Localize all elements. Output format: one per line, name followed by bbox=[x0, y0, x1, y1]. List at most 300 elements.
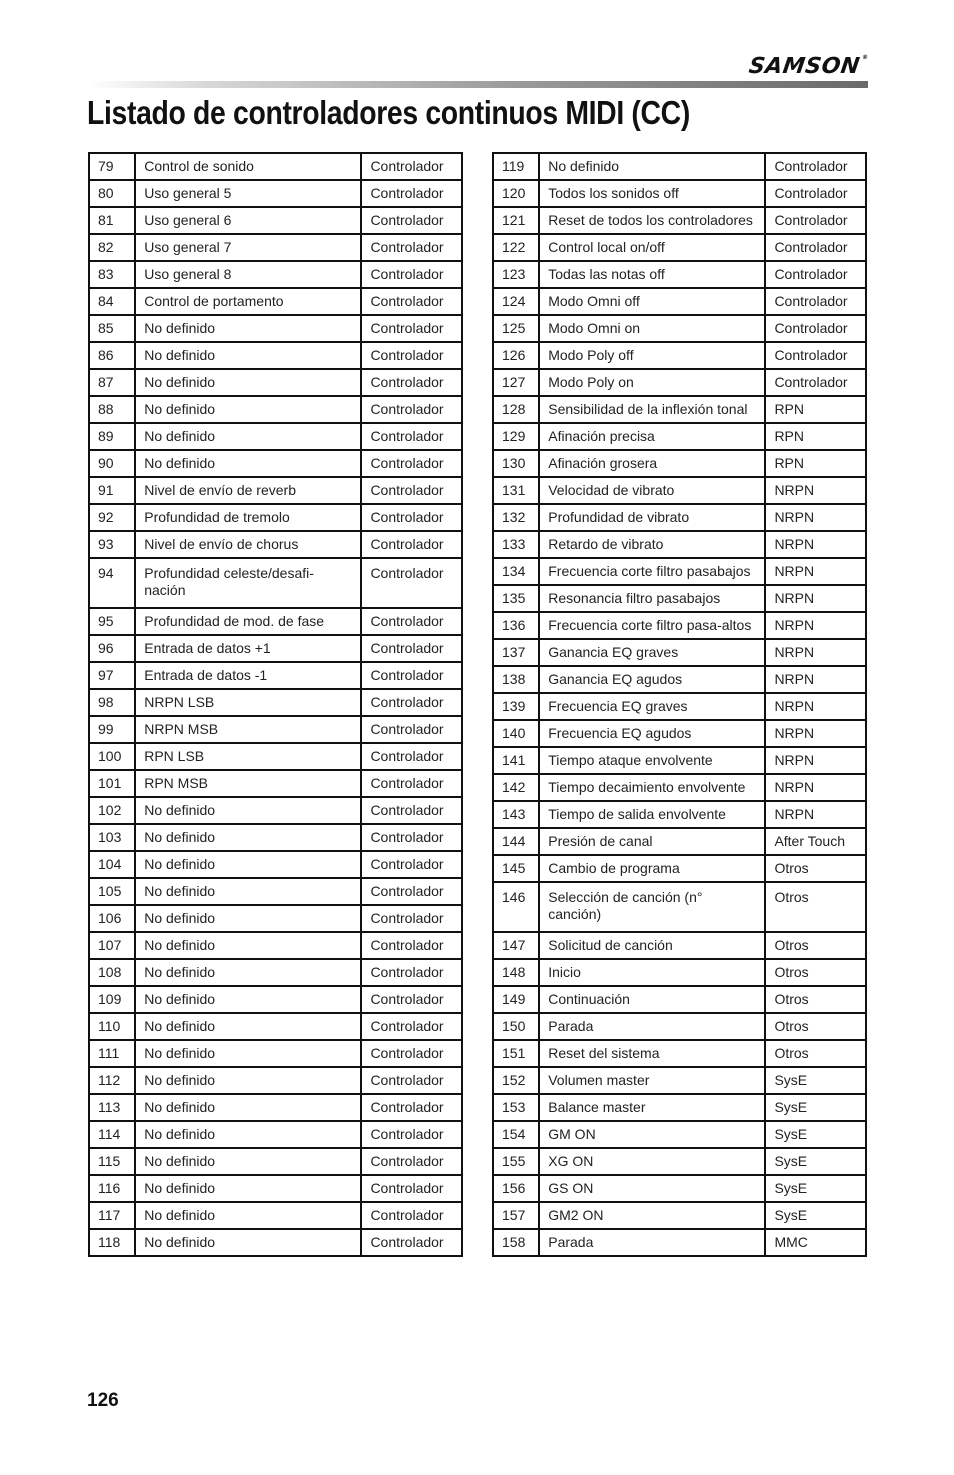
cc-description-cell: Parada bbox=[539, 1229, 765, 1256]
table-row bbox=[89, 608, 462, 635]
cc-number-cell: 113 bbox=[89, 1094, 135, 1121]
table-row bbox=[89, 878, 462, 905]
table-row bbox=[493, 1067, 866, 1094]
cc-type-cell: NRPN bbox=[765, 639, 866, 666]
cc-type-cell: Controlador bbox=[361, 986, 462, 1013]
table-row bbox=[493, 882, 866, 932]
cc-type-cell: SysE bbox=[765, 1067, 866, 1094]
cc-description-cell: No definido bbox=[539, 153, 765, 180]
cc-number-cell: 90 bbox=[89, 450, 135, 477]
cc-description-cell: Ganancia EQ graves bbox=[539, 639, 765, 666]
cc-type-cell: Controlador bbox=[361, 1202, 462, 1229]
cc-number-cell: 148 bbox=[493, 959, 539, 986]
cc-description-cell: No definido bbox=[135, 1067, 361, 1094]
cc-table-right bbox=[492, 152, 867, 1257]
cc-description-cell: Reset de todos los controladores bbox=[539, 207, 765, 234]
cc-description-cell: No definido bbox=[135, 369, 361, 396]
cc-number-cell: 110 bbox=[89, 1013, 135, 1040]
cc-description-cell: Frecuencia corte filtro pasa-altos bbox=[539, 612, 765, 639]
cc-type-cell: Controlador bbox=[361, 1040, 462, 1067]
cc-description-cell: No definido bbox=[135, 797, 361, 824]
cc-description-cell: Control local on/off bbox=[539, 234, 765, 261]
cc-type-cell: Controlador bbox=[765, 180, 866, 207]
cc-number-cell: 133 bbox=[493, 531, 539, 558]
table-row bbox=[493, 450, 866, 477]
table-row bbox=[89, 315, 462, 342]
cc-description-cell: Presión de canal bbox=[539, 828, 765, 855]
cc-description-cell: Modo Poly on bbox=[539, 369, 765, 396]
table-row bbox=[493, 180, 866, 207]
cc-type-cell: Controlador bbox=[361, 369, 462, 396]
cc-table-left bbox=[88, 152, 463, 1257]
cc-type-cell: Controlador bbox=[361, 180, 462, 207]
cc-type-cell: Controlador bbox=[361, 342, 462, 369]
cc-description-cell: GM ON bbox=[539, 1121, 765, 1148]
cc-description-cell: GS ON bbox=[539, 1175, 765, 1202]
cc-number-cell: 108 bbox=[89, 959, 135, 986]
table-row bbox=[89, 1040, 462, 1067]
cc-type-cell: Controlador bbox=[765, 207, 866, 234]
cc-number-cell: 84 bbox=[89, 288, 135, 315]
cc-description-cell: No definido bbox=[135, 1202, 361, 1229]
cc-description-cell: No definido bbox=[135, 1013, 361, 1040]
cc-description-cell: Parada bbox=[539, 1013, 765, 1040]
cc-type-cell: Controlador bbox=[361, 1148, 462, 1175]
cc-description-cell: No definido bbox=[135, 315, 361, 342]
cc-description-cell: GM2 ON bbox=[539, 1202, 765, 1229]
cc-description-cell: No definido bbox=[135, 1040, 361, 1067]
cc-number-cell: 96 bbox=[89, 635, 135, 662]
table-row bbox=[493, 396, 866, 423]
cc-description-cell: Continuación bbox=[539, 986, 765, 1013]
cc-type-cell: NRPN bbox=[765, 747, 866, 774]
cc-type-cell: SysE bbox=[765, 1175, 866, 1202]
table-row bbox=[493, 585, 866, 612]
table-row bbox=[493, 828, 866, 855]
cc-type-cell: SysE bbox=[765, 1094, 866, 1121]
page-number: 126 bbox=[87, 1390, 119, 1411]
cc-type-cell: Controlador bbox=[361, 1094, 462, 1121]
cc-description-cell: No definido bbox=[135, 1094, 361, 1121]
cc-type-cell: Controlador bbox=[361, 797, 462, 824]
cc-description-cell: No definido bbox=[135, 986, 361, 1013]
cc-number-cell: 129 bbox=[493, 423, 539, 450]
cc-number-cell: 79 bbox=[89, 153, 135, 180]
table-row bbox=[493, 261, 866, 288]
cc-type-cell: NRPN bbox=[765, 585, 866, 612]
table-row bbox=[89, 477, 462, 504]
cc-type-cell: Controlador bbox=[361, 635, 462, 662]
table-row bbox=[89, 662, 462, 689]
cc-type-cell: Controlador bbox=[361, 504, 462, 531]
cc-number-cell: 151 bbox=[493, 1040, 539, 1067]
cc-type-cell: Controlador bbox=[361, 743, 462, 770]
cc-number-cell: 81 bbox=[89, 207, 135, 234]
cc-number-cell: 114 bbox=[89, 1121, 135, 1148]
table-row bbox=[89, 396, 462, 423]
cc-type-cell: Controlador bbox=[361, 1229, 462, 1256]
table-row bbox=[89, 1175, 462, 1202]
cc-type-cell: NRPN bbox=[765, 720, 866, 747]
table-row bbox=[89, 824, 462, 851]
cc-number-cell: 103 bbox=[89, 824, 135, 851]
cc-type-cell: NRPN bbox=[765, 531, 866, 558]
cc-number-cell: 95 bbox=[89, 608, 135, 635]
cc-number-cell: 142 bbox=[493, 774, 539, 801]
table-row bbox=[493, 855, 866, 882]
cc-table-left-body bbox=[89, 153, 462, 1256]
cc-type-cell: NRPN bbox=[765, 477, 866, 504]
cc-description-cell: Entrada de datos -1 bbox=[135, 662, 361, 689]
cc-number-cell: 127 bbox=[493, 369, 539, 396]
cc-type-cell: Controlador bbox=[765, 342, 866, 369]
cc-type-cell: Controlador bbox=[361, 450, 462, 477]
table-row bbox=[493, 288, 866, 315]
cc-description-cell: Control de portamento bbox=[135, 288, 361, 315]
cc-type-cell: Otros bbox=[765, 932, 866, 959]
cc-description-cell: Tiempo decaimiento envolvente bbox=[539, 774, 765, 801]
table-row bbox=[493, 986, 866, 1013]
cc-number-cell: 158 bbox=[493, 1229, 539, 1256]
cc-number-cell: 99 bbox=[89, 716, 135, 743]
cc-type-cell: Controlador bbox=[361, 824, 462, 851]
cc-number-cell: 134 bbox=[493, 558, 539, 585]
cc-number-cell: 111 bbox=[89, 1040, 135, 1067]
cc-description-cell: No definido bbox=[135, 342, 361, 369]
cc-description-cell: Uso general 8 bbox=[135, 261, 361, 288]
table-row bbox=[89, 558, 462, 608]
table-row bbox=[493, 153, 866, 180]
cc-number-cell: 83 bbox=[89, 261, 135, 288]
table-row bbox=[89, 1202, 462, 1229]
cc-description-cell: NRPN LSB bbox=[135, 689, 361, 716]
table-row bbox=[89, 423, 462, 450]
cc-type-cell: Controlador bbox=[765, 288, 866, 315]
cc-number-cell: 112 bbox=[89, 1067, 135, 1094]
cc-type-cell: Controlador bbox=[361, 932, 462, 959]
cc-type-cell: Otros bbox=[765, 855, 866, 882]
cc-number-cell: 154 bbox=[493, 1121, 539, 1148]
cc-type-cell: RPN bbox=[765, 423, 866, 450]
cc-number-cell: 126 bbox=[493, 342, 539, 369]
page-title: Listado de controladores continuos MIDI (CC) bbox=[87, 94, 690, 131]
cc-number-cell: 152 bbox=[493, 1067, 539, 1094]
cc-table-right-body bbox=[493, 153, 866, 1256]
table-row bbox=[493, 639, 866, 666]
cc-description-cell: Entrada de datos +1 bbox=[135, 635, 361, 662]
table-row bbox=[493, 1229, 866, 1256]
cc-number-cell: 106 bbox=[89, 905, 135, 932]
cc-number-cell: 125 bbox=[493, 315, 539, 342]
cc-number-cell: 101 bbox=[89, 770, 135, 797]
cc-description-cell: Frecuencia corte filtro pasabajos bbox=[539, 558, 765, 585]
cc-description-cell: Selección de canción (n° canción) bbox=[539, 882, 765, 932]
cc-number-cell: 86 bbox=[89, 342, 135, 369]
cc-number-cell: 124 bbox=[493, 288, 539, 315]
cc-type-cell: Controlador bbox=[361, 689, 462, 716]
table-row bbox=[493, 1175, 866, 1202]
table-row bbox=[89, 932, 462, 959]
cc-type-cell: NRPN bbox=[765, 666, 866, 693]
table-row bbox=[89, 1067, 462, 1094]
cc-description-cell: Cambio de programa bbox=[539, 855, 765, 882]
cc-description-cell: Tiempo ataque envolvente bbox=[539, 747, 765, 774]
cc-number-cell: 131 bbox=[493, 477, 539, 504]
cc-description-cell: Afinación grosera bbox=[539, 450, 765, 477]
cc-type-cell: Controlador bbox=[361, 153, 462, 180]
logo-text: SAMSON bbox=[747, 54, 862, 79]
cc-description-cell: RPN MSB bbox=[135, 770, 361, 797]
cc-type-cell: RPN bbox=[765, 396, 866, 423]
cc-number-cell: 135 bbox=[493, 585, 539, 612]
cc-type-cell: Controlador bbox=[765, 261, 866, 288]
cc-number-cell: 153 bbox=[493, 1094, 539, 1121]
cc-type-cell: Otros bbox=[765, 1040, 866, 1067]
cc-description-cell: Profundidad de tremolo bbox=[135, 504, 361, 531]
cc-description-cell: Inicio bbox=[539, 959, 765, 986]
table-row bbox=[493, 1013, 866, 1040]
cc-type-cell: SysE bbox=[765, 1202, 866, 1229]
cc-description-cell: Uso general 5 bbox=[135, 180, 361, 207]
cc-description-cell: Ganancia EQ agudos bbox=[539, 666, 765, 693]
cc-description-cell: No definido bbox=[135, 1121, 361, 1148]
cc-number-cell: 150 bbox=[493, 1013, 539, 1040]
cc-description-cell: Todos los sonidos off bbox=[539, 180, 765, 207]
cc-description-cell: Profundidad de vibrato bbox=[539, 504, 765, 531]
cc-type-cell: Controlador bbox=[361, 716, 462, 743]
cc-description-cell: Todas las notas off bbox=[539, 261, 765, 288]
cc-description-cell: Uso general 7 bbox=[135, 234, 361, 261]
cc-description-cell: Modo Omni off bbox=[539, 288, 765, 315]
table-row bbox=[493, 477, 866, 504]
cc-number-cell: 128 bbox=[493, 396, 539, 423]
table-row bbox=[89, 234, 462, 261]
cc-type-cell: Controlador bbox=[361, 1013, 462, 1040]
table-row bbox=[89, 689, 462, 716]
samson-logo bbox=[747, 54, 869, 79]
cc-type-cell: NRPN bbox=[765, 558, 866, 585]
cc-description-cell: Volumen master bbox=[539, 1067, 765, 1094]
table-row bbox=[493, 666, 866, 693]
table-row bbox=[89, 1229, 462, 1256]
table-row bbox=[89, 450, 462, 477]
cc-type-cell: After Touch bbox=[765, 828, 866, 855]
table-row bbox=[89, 635, 462, 662]
cc-description-cell: Profundidad celeste/desafi- nación bbox=[135, 558, 361, 608]
table-row bbox=[493, 801, 866, 828]
table-row bbox=[89, 743, 462, 770]
cc-number-cell: 132 bbox=[493, 504, 539, 531]
header-rule bbox=[88, 81, 868, 88]
table-row bbox=[493, 932, 866, 959]
cc-description-cell: Retardo de vibrato bbox=[539, 531, 765, 558]
cc-description-cell: Frecuencia EQ agudos bbox=[539, 720, 765, 747]
cc-type-cell: Otros bbox=[765, 1013, 866, 1040]
cc-description-cell: Nivel de envío de reverb bbox=[135, 477, 361, 504]
cc-number-cell: 104 bbox=[89, 851, 135, 878]
cc-number-cell: 143 bbox=[493, 801, 539, 828]
cc-number-cell: 100 bbox=[89, 743, 135, 770]
cc-number-cell: 120 bbox=[493, 180, 539, 207]
cc-number-cell: 98 bbox=[89, 689, 135, 716]
cc-description-cell: NRPN MSB bbox=[135, 716, 361, 743]
cc-type-cell: Controlador bbox=[361, 396, 462, 423]
cc-number-cell: 80 bbox=[89, 180, 135, 207]
cc-number-cell: 156 bbox=[493, 1175, 539, 1202]
cc-number-cell: 155 bbox=[493, 1148, 539, 1175]
cc-number-cell: 93 bbox=[89, 531, 135, 558]
table-row bbox=[89, 1148, 462, 1175]
cc-number-cell: 157 bbox=[493, 1202, 539, 1229]
cc-type-cell: Controlador bbox=[361, 959, 462, 986]
table-row bbox=[493, 720, 866, 747]
table-row bbox=[493, 774, 866, 801]
cc-type-cell: Controlador bbox=[361, 878, 462, 905]
cc-type-cell: NRPN bbox=[765, 801, 866, 828]
cc-description-cell: Solicitud de canción bbox=[539, 932, 765, 959]
cc-type-cell: SysE bbox=[765, 1148, 866, 1175]
cc-type-cell: Controlador bbox=[765, 153, 866, 180]
cc-description-cell: No definido bbox=[135, 1229, 361, 1256]
table-row bbox=[89, 716, 462, 743]
cc-type-cell: Controlador bbox=[361, 531, 462, 558]
table-row bbox=[89, 369, 462, 396]
cc-number-cell: 147 bbox=[493, 932, 539, 959]
cc-type-cell: NRPN bbox=[765, 612, 866, 639]
cc-description-cell: No definido bbox=[135, 1148, 361, 1175]
table-row bbox=[493, 207, 866, 234]
table-row bbox=[89, 797, 462, 824]
cc-type-cell: Controlador bbox=[361, 288, 462, 315]
cc-description-cell: No definido bbox=[135, 1175, 361, 1202]
cc-description-cell: RPN LSB bbox=[135, 743, 361, 770]
cc-type-cell: Otros bbox=[765, 882, 866, 932]
cc-type-cell: Controlador bbox=[765, 234, 866, 261]
cc-number-cell: 92 bbox=[89, 504, 135, 531]
cc-type-cell: Controlador bbox=[765, 315, 866, 342]
cc-number-cell: 107 bbox=[89, 932, 135, 959]
cc-number-cell: 119 bbox=[493, 153, 539, 180]
table-row bbox=[493, 959, 866, 986]
cc-type-cell: Controlador bbox=[361, 851, 462, 878]
cc-type-cell: Controlador bbox=[361, 315, 462, 342]
cc-description-cell: Reset del sistema bbox=[539, 1040, 765, 1067]
cc-number-cell: 116 bbox=[89, 1175, 135, 1202]
table-row bbox=[89, 851, 462, 878]
cc-type-cell: Controlador bbox=[361, 234, 462, 261]
cc-number-cell: 85 bbox=[89, 315, 135, 342]
cc-description-cell: No definido bbox=[135, 450, 361, 477]
cc-type-cell: MMC bbox=[765, 1229, 866, 1256]
cc-number-cell: 88 bbox=[89, 396, 135, 423]
cc-description-cell: Uso general 6 bbox=[135, 207, 361, 234]
cc-description-cell: Balance master bbox=[539, 1094, 765, 1121]
cc-type-cell: Controlador bbox=[361, 207, 462, 234]
table-row bbox=[89, 1121, 462, 1148]
table-row bbox=[493, 1121, 866, 1148]
cc-type-cell: Controlador bbox=[361, 477, 462, 504]
cc-number-cell: 109 bbox=[89, 986, 135, 1013]
table-row bbox=[89, 959, 462, 986]
cc-type-cell: Controlador bbox=[361, 423, 462, 450]
table-row bbox=[493, 1094, 866, 1121]
table-row bbox=[89, 1094, 462, 1121]
cc-number-cell: 145 bbox=[493, 855, 539, 882]
cc-number-cell: 146 bbox=[493, 882, 539, 932]
cc-type-cell: Controlador bbox=[765, 369, 866, 396]
cc-number-cell: 141 bbox=[493, 747, 539, 774]
cc-type-cell: Controlador bbox=[361, 261, 462, 288]
cc-type-cell: NRPN bbox=[765, 504, 866, 531]
cc-type-cell: RPN bbox=[765, 450, 866, 477]
table-row bbox=[493, 315, 866, 342]
table-row bbox=[493, 234, 866, 261]
cc-number-cell: 87 bbox=[89, 369, 135, 396]
cc-number-cell: 82 bbox=[89, 234, 135, 261]
cc-description-cell: No definido bbox=[135, 396, 361, 423]
cc-number-cell: 122 bbox=[493, 234, 539, 261]
cc-number-cell: 140 bbox=[493, 720, 539, 747]
cc-description-cell: Tiempo de salida envolvente bbox=[539, 801, 765, 828]
cc-type-cell: Controlador bbox=[361, 905, 462, 932]
table-row bbox=[493, 504, 866, 531]
cc-number-cell: 121 bbox=[493, 207, 539, 234]
cc-description-cell: Frecuencia EQ graves bbox=[539, 693, 765, 720]
cc-description-cell: Velocidad de vibrato bbox=[539, 477, 765, 504]
cc-type-cell: Controlador bbox=[361, 1175, 462, 1202]
cc-description-cell: Resonancia filtro pasabajos bbox=[539, 585, 765, 612]
cc-description-cell: No definido bbox=[135, 878, 361, 905]
cc-number-cell: 117 bbox=[89, 1202, 135, 1229]
table-row bbox=[493, 423, 866, 450]
table-row bbox=[89, 905, 462, 932]
cc-description-cell: No definido bbox=[135, 932, 361, 959]
cc-number-cell: 139 bbox=[493, 693, 539, 720]
cc-description-cell: Modo Omni on bbox=[539, 315, 765, 342]
cc-description-cell: Modo Poly off bbox=[539, 342, 765, 369]
trademark-mark: ® bbox=[861, 54, 869, 61]
table-row bbox=[89, 1013, 462, 1040]
table-row bbox=[493, 369, 866, 396]
cc-number-cell: 115 bbox=[89, 1148, 135, 1175]
table-row bbox=[493, 612, 866, 639]
cc-number-cell: 89 bbox=[89, 423, 135, 450]
table-row bbox=[89, 261, 462, 288]
cc-number-cell: 130 bbox=[493, 450, 539, 477]
cc-description-cell: Nivel de envío de chorus bbox=[135, 531, 361, 558]
cc-description-cell: Afinación precisa bbox=[539, 423, 765, 450]
cc-type-cell: Otros bbox=[765, 959, 866, 986]
cc-type-cell: SysE bbox=[765, 1121, 866, 1148]
table-row bbox=[493, 531, 866, 558]
cc-number-cell: 118 bbox=[89, 1229, 135, 1256]
cc-type-cell: Controlador bbox=[361, 1121, 462, 1148]
cc-type-cell: Controlador bbox=[361, 558, 462, 608]
cc-description-cell: Profundidad de mod. de fase bbox=[135, 608, 361, 635]
table-row bbox=[493, 747, 866, 774]
cc-number-cell: 102 bbox=[89, 797, 135, 824]
cc-description-cell: Sensibilidad de la inflexión tonal bbox=[539, 396, 765, 423]
table-row bbox=[493, 1202, 866, 1229]
cc-type-cell: Controlador bbox=[361, 770, 462, 797]
table-row bbox=[493, 558, 866, 585]
cc-description-cell: No definido bbox=[135, 423, 361, 450]
cc-number-cell: 136 bbox=[493, 612, 539, 639]
table-row bbox=[89, 207, 462, 234]
table-row bbox=[89, 342, 462, 369]
table-row bbox=[89, 153, 462, 180]
table-row bbox=[89, 180, 462, 207]
